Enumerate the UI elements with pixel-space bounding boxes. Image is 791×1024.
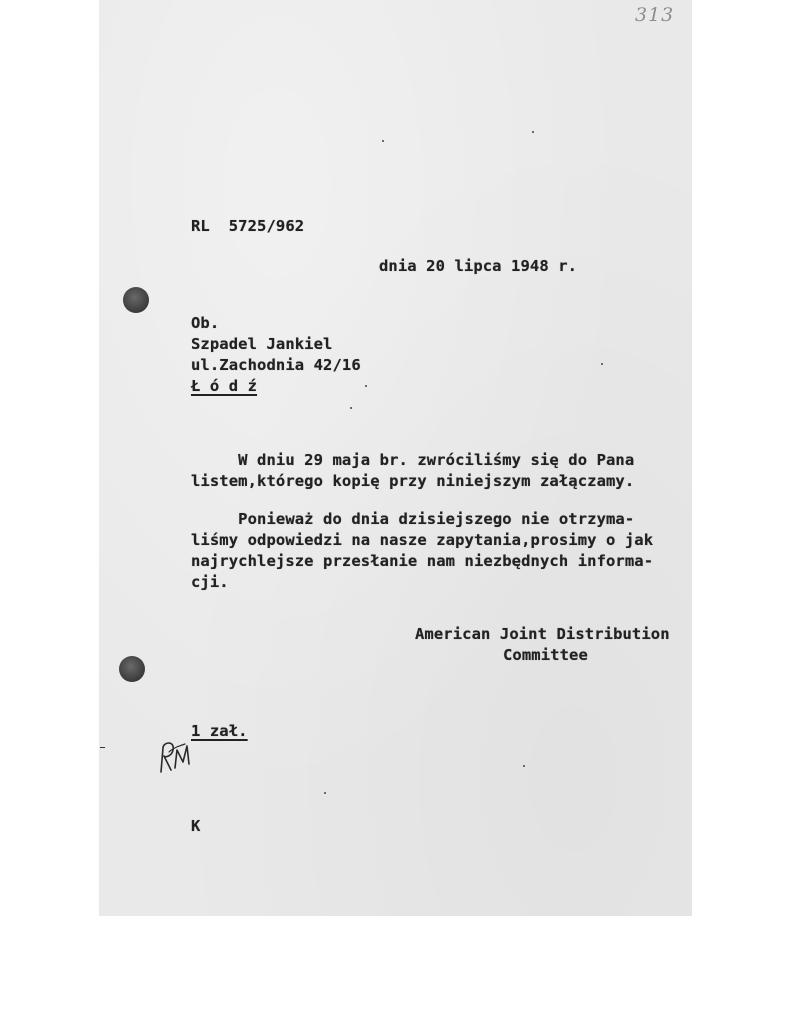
paper-speck — [365, 385, 367, 387]
paper-speck — [324, 792, 326, 794]
body-paragraph1-line1: W dniu 29 maja br. zwróciliśmy się do Pana — [191, 451, 635, 469]
enclosure-note: 1 zał. — [191, 722, 248, 740]
typist-initial: K — [191, 817, 201, 835]
addressee-salutation: Ob. — [191, 314, 220, 332]
signature-committee: Committee — [503, 646, 588, 664]
reference-number: RL 5725/962 — [191, 217, 305, 235]
paper-speck — [601, 363, 603, 365]
paper-speck — [350, 407, 352, 409]
addressee-city: Ł ó d ź — [191, 377, 258, 395]
addressee-street: ul.Zachodnia 42/16 — [191, 356, 361, 374]
body-paragraph2-line3: najrychlejsze przesłanie nam niezbędnych informa- — [191, 552, 654, 570]
body-paragraph2-line2: liśmy odpowiedzi na nasze zapytania,prosimy o jak — [191, 531, 654, 549]
body-paragraph1-line2: listem,którego kopię przy niniejszym załączamy. — [191, 472, 635, 490]
scanned-letter-page — [99, 0, 692, 916]
addressee-name: Szpadel Jankiel — [191, 335, 333, 353]
body-paragraph2-line1: Ponieważ do dnia dzisiejszego nie otrzyma- — [191, 510, 635, 528]
folio-number: 313 — [635, 4, 675, 26]
punch-hole-top — [123, 287, 149, 313]
punch-hole-bottom — [119, 656, 145, 682]
paper-speck — [523, 765, 525, 767]
handwritten-initials — [155, 734, 199, 778]
letter-date: dnia 20 lipca 1948 r. — [379, 257, 578, 275]
body-paragraph2-line4: cji. — [191, 573, 229, 591]
margin-mark — [100, 747, 105, 748]
paper-speck — [532, 131, 534, 133]
signature-organization: American Joint Distribution — [415, 625, 670, 643]
paper-speck — [382, 140, 384, 142]
